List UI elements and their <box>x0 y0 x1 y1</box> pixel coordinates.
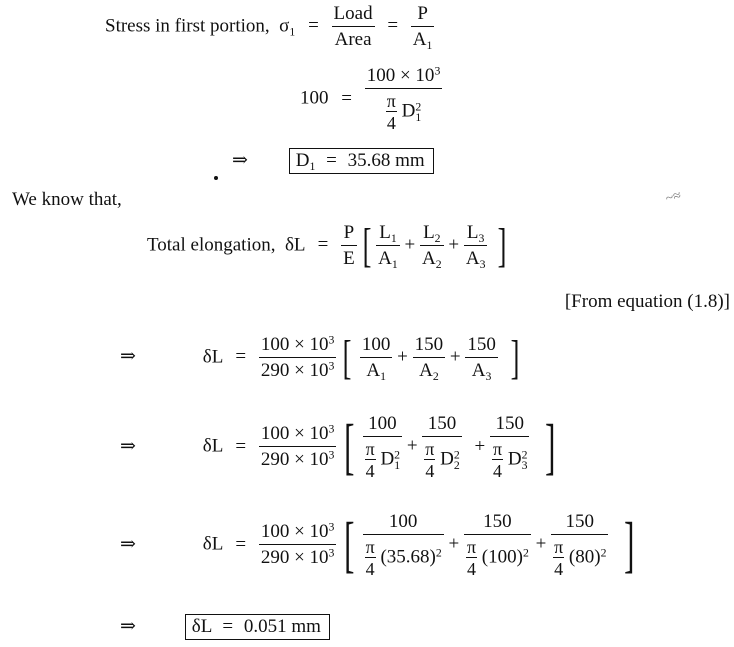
elongation-step-2: ⇒ δL = $\frac{100 \times 10^3}{290 \times 10^3}$ [ 100 $\frac{\pi}{4}$ $D^2_1$ + 150 $\frac{\pi}{4}$ $D^2_2$ + 150 $\frac{\pi}{4}$ $D^2_3$ ] <box>120 413 556 482</box>
implies-arrow: ⇒ <box>232 150 248 171</box>
elongation-step-3: ⇒ δL = $\frac{100 \times 10^3}{290 \times 10^3}$ [ 100 $\frac{\pi}{4}$ $(35.68)^2$ + 150 $\frac{\pi}{4}$ $(100)^2$ + 150 $\frac{\pi}{4}$ $(80)^2$ ] <box>120 511 635 580</box>
equation-reference: [From equation (1.8)] <box>564 291 730 312</box>
elongation-result: ⇒ δL = 0.051 mm <box>120 614 330 640</box>
implies-arrow: ⇒ <box>120 346 136 368</box>
diameter-result <box>232 148 434 174</box>
stress-substitution: 100 = $100 \times 10^3$ $\frac{\pi}{4}$ $D^2_1$ <box>300 64 441 134</box>
stress-label: Stress in first portion, <box>105 15 270 37</box>
boxed-elongation: δL = 0.051 mm <box>185 614 330 640</box>
scan-smudge: ~≈ <box>664 188 683 207</box>
area-fraction: $100 \times 10^3$ $\frac{\pi}{4}$ $D^2_1$ <box>366 64 441 134</box>
sigma-symbol: σ <box>279 15 290 37</box>
boxed-diameter: $D_1 = 35.68$ mm <box>289 148 434 174</box>
elongation-step-1: ⇒ δL = $\frac{100 \times 10^3}{290 \times 10^3}$ [ $\frac{100}{A_1}$ + $\frac{150}{A_2}$ + $\frac{150}{A_3}$ ] <box>120 331 519 384</box>
load-area-fraction: $\frac{\text{Load}}{\text{Area}}$ <box>333 3 373 50</box>
total-elongation-equation: Total elongation, δL = $\frac{P}{E}$ [ $\frac{L_1}{A_1}$ + $\frac{L_2}{A_2}$ + $\frac{L_3}{A_3}$ ] <box>147 219 507 272</box>
p-over-a1-fraction: $\frac{P}{A_1}$ <box>412 3 433 53</box>
stray-dot <box>214 176 218 180</box>
intro-text: We know that, <box>12 189 122 210</box>
stress-equation: Stress in first portion, $\sigma_1$ = $\frac{\text{Load}}{\text{Area}}$ = $\frac{P}{A_1}$ <box>105 3 433 53</box>
